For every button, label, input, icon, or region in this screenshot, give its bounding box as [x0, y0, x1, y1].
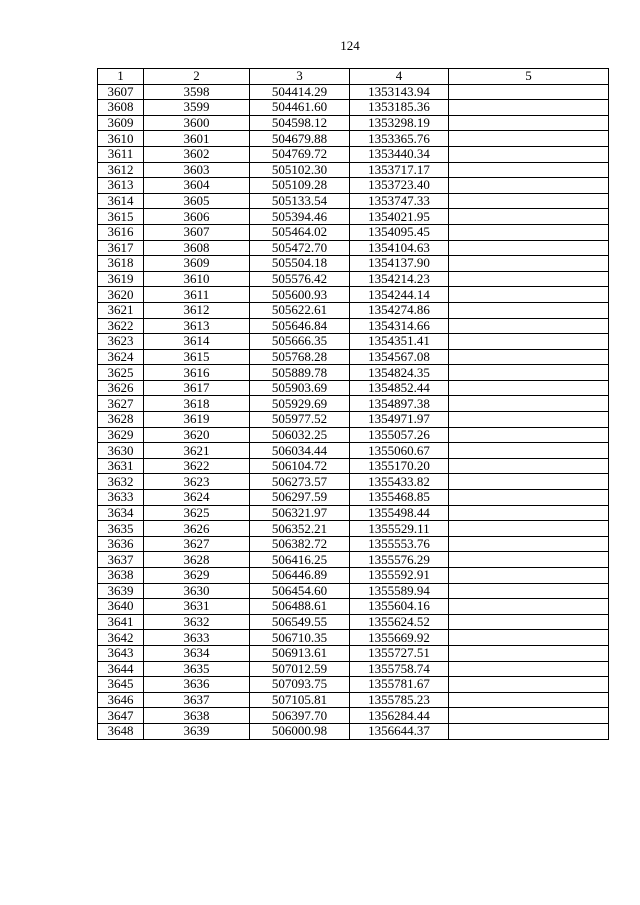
table-cell-col-4: 1354567.08 [350, 349, 449, 365]
table-row [98, 271, 609, 287]
table-cell-col-5 [449, 240, 609, 256]
table-cell-col-5 [449, 536, 609, 552]
table-row [98, 708, 609, 724]
table-cell-col-2: 3626 [144, 521, 250, 537]
table-cell-col-2: 3605 [144, 193, 250, 209]
table-row [98, 412, 609, 428]
table-cell-col-1: 3644 [98, 661, 144, 677]
table-cell-col-2: 3623 [144, 474, 250, 490]
table-cell-col-5 [449, 131, 609, 147]
table-cell-col-3: 506454.60 [250, 583, 350, 599]
table-cell-col-3: 506273.57 [250, 474, 350, 490]
table-cell-col-5 [449, 271, 609, 287]
table-cell-col-2: 3598 [144, 84, 250, 100]
table-row [98, 256, 609, 272]
table-cell-col-4: 1353723.40 [350, 178, 449, 194]
table-cell-col-2: 3635 [144, 661, 250, 677]
table-cell-col-2: 3624 [144, 490, 250, 506]
table-row [98, 365, 609, 381]
table-cell-col-5 [449, 115, 609, 131]
table-cell-col-2: 3611 [144, 287, 250, 303]
table-cell-col-4: 1354244.14 [350, 287, 449, 303]
table-cell-col-2: 3631 [144, 599, 250, 615]
table-cell-col-2: 3633 [144, 630, 250, 646]
table-cell-col-4: 1355589.94 [350, 583, 449, 599]
table-cell-col-2: 3634 [144, 645, 250, 661]
table-row [98, 552, 609, 568]
table-cell-col-2: 3620 [144, 427, 250, 443]
table-cell-col-3: 505977.52 [250, 412, 350, 428]
table-cell-col-5 [449, 209, 609, 225]
table-row [98, 84, 609, 100]
table-cell-col-3: 505600.93 [250, 287, 350, 303]
table-cell-col-1: 3643 [98, 645, 144, 661]
table-row [98, 443, 609, 459]
table-cell-col-4: 1356644.37 [350, 723, 449, 739]
table-row [98, 536, 609, 552]
table-cell-col-1: 3636 [98, 536, 144, 552]
table-cell-col-2: 3629 [144, 568, 250, 584]
table-cell-col-2: 3613 [144, 318, 250, 334]
table-cell-col-4: 1355468.85 [350, 490, 449, 506]
table-cell-col-3: 506549.55 [250, 614, 350, 630]
table-cell-col-1: 3642 [98, 630, 144, 646]
table-cell-col-5 [449, 458, 609, 474]
table-cell-col-4: 1354971.97 [350, 412, 449, 428]
table-row [98, 599, 609, 615]
table-row [98, 115, 609, 131]
table-cell-col-4: 1355057.26 [350, 427, 449, 443]
table-cell-col-3: 504461.60 [250, 100, 350, 116]
table-row [98, 474, 609, 490]
table-cell-col-3: 506416.25 [250, 552, 350, 568]
table-cell-col-3: 506397.70 [250, 708, 350, 724]
table-cell-col-5 [449, 365, 609, 381]
table-cell-col-5 [449, 302, 609, 318]
table-cell-col-1: 3615 [98, 209, 144, 225]
table-cell-col-5 [449, 630, 609, 646]
table-body [98, 84, 609, 739]
table-cell-col-4: 1355498.44 [350, 505, 449, 521]
table-cell-col-4: 1354095.45 [350, 224, 449, 240]
table-cell-col-4: 1353185.36 [350, 100, 449, 116]
table-row [98, 692, 609, 708]
table-cell-col-4: 1354021.95 [350, 209, 449, 225]
table-cell-col-4: 1355553.76 [350, 536, 449, 552]
table-header-row [98, 69, 609, 85]
table-cell-col-5 [449, 412, 609, 428]
table-cell-col-1: 3610 [98, 131, 144, 147]
table-cell-col-2: 3612 [144, 302, 250, 318]
table-cell-col-2: 3632 [144, 614, 250, 630]
table-cell-col-1: 3630 [98, 443, 144, 459]
table-cell-col-3: 504769.72 [250, 146, 350, 162]
table-cell-col-1: 3632 [98, 474, 144, 490]
table-cell-col-4: 1355060.67 [350, 443, 449, 459]
table-cell-col-5 [449, 521, 609, 537]
table-row [98, 334, 609, 350]
table-cell-col-4: 1354897.38 [350, 396, 449, 412]
table-cell-col-4: 1353365.76 [350, 131, 449, 147]
table-cell-col-1: 3620 [98, 287, 144, 303]
table-cell-col-5 [449, 287, 609, 303]
table-row [98, 583, 609, 599]
table-cell-col-5 [449, 599, 609, 615]
table-cell-col-1: 3638 [98, 568, 144, 584]
column-header-4: 4 [350, 69, 449, 85]
table-cell-col-4: 1354824.35 [350, 365, 449, 381]
table-row [98, 100, 609, 116]
table-row [98, 723, 609, 739]
table-row [98, 458, 609, 474]
table-row [98, 521, 609, 537]
table-cell-col-3: 505889.78 [250, 365, 350, 381]
column-header-5: 5 [449, 69, 609, 85]
table-cell-col-4: 1355781.67 [350, 677, 449, 693]
table-cell-col-5 [449, 474, 609, 490]
table-cell-col-1: 3637 [98, 552, 144, 568]
table-cell-col-4: 1353298.19 [350, 115, 449, 131]
table-cell-col-5 [449, 193, 609, 209]
table-cell-col-1: 3616 [98, 224, 144, 240]
table-cell-col-1: 3634 [98, 505, 144, 521]
column-header-1: 1 [98, 69, 144, 85]
table-cell-col-2: 3630 [144, 583, 250, 599]
coordinate-table [97, 68, 609, 740]
table-cell-col-1: 3631 [98, 458, 144, 474]
table-cell-col-1: 3622 [98, 318, 144, 334]
table-row [98, 209, 609, 225]
table-cell-col-5 [449, 380, 609, 396]
table-cell-col-1: 3618 [98, 256, 144, 272]
table-cell-col-5 [449, 568, 609, 584]
table-cell-col-1: 3629 [98, 427, 144, 443]
table-row [98, 146, 609, 162]
table-cell-col-5 [449, 162, 609, 178]
table-cell-col-2: 3602 [144, 146, 250, 162]
table-cell-col-4: 1353747.33 [350, 193, 449, 209]
table-cell-col-5 [449, 692, 609, 708]
table-cell-col-5 [449, 224, 609, 240]
column-header-2: 2 [144, 69, 250, 85]
table-cell-col-1: 3639 [98, 583, 144, 599]
table-cell-col-1: 3613 [98, 178, 144, 194]
table-row [98, 224, 609, 240]
table-cell-col-3: 504598.12 [250, 115, 350, 131]
table-cell-col-4: 1353143.94 [350, 84, 449, 100]
table-cell-col-3: 505133.54 [250, 193, 350, 209]
table-cell-col-4: 1353440.34 [350, 146, 449, 162]
table-cell-col-5 [449, 583, 609, 599]
table-cell-col-2: 3639 [144, 723, 250, 739]
table-cell-col-3: 505646.84 [250, 318, 350, 334]
table-cell-col-5 [449, 490, 609, 506]
table-cell-col-1: 3623 [98, 334, 144, 350]
table-row [98, 614, 609, 630]
table-cell-col-3: 506297.59 [250, 490, 350, 506]
table-cell-col-2: 3617 [144, 380, 250, 396]
column-header-3: 3 [250, 69, 350, 85]
table-cell-col-3: 505472.70 [250, 240, 350, 256]
table-cell-col-4: 1354137.90 [350, 256, 449, 272]
table-cell-col-4: 1355758.74 [350, 661, 449, 677]
table-row [98, 162, 609, 178]
table-cell-col-1: 3633 [98, 490, 144, 506]
table-row [98, 630, 609, 646]
table-cell-col-5 [449, 645, 609, 661]
table-cell-col-5 [449, 661, 609, 677]
table-cell-col-3: 505102.30 [250, 162, 350, 178]
table-row [98, 193, 609, 209]
table-cell-col-2: 3627 [144, 536, 250, 552]
table-cell-col-3: 506034.44 [250, 443, 350, 459]
table-cell-col-4: 1354852.44 [350, 380, 449, 396]
table-cell-col-2: 3616 [144, 365, 250, 381]
table-cell-col-4: 1355576.29 [350, 552, 449, 568]
table-cell-col-5 [449, 100, 609, 116]
table-cell-col-5 [449, 84, 609, 100]
table-cell-col-3: 506352.21 [250, 521, 350, 537]
table-cell-col-2: 3610 [144, 271, 250, 287]
table-cell-col-3: 506913.61 [250, 645, 350, 661]
table-cell-col-2: 3637 [144, 692, 250, 708]
table-cell-col-3: 505464.02 [250, 224, 350, 240]
table-cell-col-5 [449, 334, 609, 350]
table-cell-col-2: 3636 [144, 677, 250, 693]
table-cell-col-4: 1355529.11 [350, 521, 449, 537]
table-cell-col-1: 3608 [98, 100, 144, 116]
table-cell-col-4: 1355727.51 [350, 645, 449, 661]
table-row [98, 505, 609, 521]
table-row [98, 661, 609, 677]
table-cell-col-3: 506710.35 [250, 630, 350, 646]
table-row [98, 427, 609, 443]
table-cell-col-1: 3614 [98, 193, 144, 209]
table-cell-col-3: 505929.69 [250, 396, 350, 412]
table-cell-col-4: 1354351.41 [350, 334, 449, 350]
table-cell-col-1: 3621 [98, 302, 144, 318]
table-cell-col-1: 3607 [98, 84, 144, 100]
table-cell-col-3: 505504.18 [250, 256, 350, 272]
table-cell-col-3: 505109.28 [250, 178, 350, 194]
table-cell-col-4: 1355592.91 [350, 568, 449, 584]
table-cell-col-3: 505903.69 [250, 380, 350, 396]
table-cell-col-3: 506104.72 [250, 458, 350, 474]
table-cell-col-2: 3638 [144, 708, 250, 724]
table-cell-col-1: 3625 [98, 365, 144, 381]
table-row [98, 396, 609, 412]
table-cell-col-2: 3601 [144, 131, 250, 147]
table-cell-col-5 [449, 427, 609, 443]
table-cell-col-5 [449, 349, 609, 365]
table-cell-col-2: 3628 [144, 552, 250, 568]
table-cell-col-5 [449, 443, 609, 459]
table-cell-col-5 [449, 256, 609, 272]
table-cell-col-3: 504679.88 [250, 131, 350, 147]
table-cell-col-5 [449, 318, 609, 334]
table-cell-col-4: 1355785.23 [350, 692, 449, 708]
table-cell-col-4: 1354104.63 [350, 240, 449, 256]
table-cell-col-2: 3614 [144, 334, 250, 350]
table-cell-col-1: 3647 [98, 708, 144, 724]
table-cell-col-4: 1355669.92 [350, 630, 449, 646]
table-cell-col-3: 505622.61 [250, 302, 350, 318]
table-cell-col-5 [449, 614, 609, 630]
table-cell-col-2: 3604 [144, 178, 250, 194]
table-cell-col-1: 3635 [98, 521, 144, 537]
table-cell-col-4: 1355433.82 [350, 474, 449, 490]
table-cell-col-1: 3609 [98, 115, 144, 131]
table-row [98, 490, 609, 506]
table-cell-col-3: 506488.61 [250, 599, 350, 615]
table-cell-col-1: 3612 [98, 162, 144, 178]
table-cell-col-4: 1355624.52 [350, 614, 449, 630]
table-cell-col-1: 3645 [98, 677, 144, 693]
table-cell-col-1: 3617 [98, 240, 144, 256]
page-number: 124 [340, 38, 360, 53]
table-cell-col-3: 505666.35 [250, 334, 350, 350]
table-cell-col-2: 3603 [144, 162, 250, 178]
table-cell-col-3: 506446.89 [250, 568, 350, 584]
table-cell-col-5 [449, 723, 609, 739]
table-cell-col-3: 506382.72 [250, 536, 350, 552]
table-cell-col-4: 1353717.17 [350, 162, 449, 178]
table-row [98, 380, 609, 396]
table-cell-col-3: 507105.81 [250, 692, 350, 708]
table-cell-col-2: 3615 [144, 349, 250, 365]
table-cell-col-5 [449, 552, 609, 568]
table-cell-col-4: 1356284.44 [350, 708, 449, 724]
table-cell-col-3: 506000.98 [250, 723, 350, 739]
table-cell-col-1: 3626 [98, 380, 144, 396]
table-row [98, 131, 609, 147]
table-row [98, 178, 609, 194]
table-cell-col-5 [449, 708, 609, 724]
table-cell-col-2: 3607 [144, 224, 250, 240]
table-cell-col-4: 1354214.23 [350, 271, 449, 287]
table-cell-col-2: 3619 [144, 412, 250, 428]
table-cell-col-1: 3627 [98, 396, 144, 412]
table-cell-col-5 [449, 505, 609, 521]
table-cell-col-5 [449, 146, 609, 162]
table-cell-col-3: 507093.75 [250, 677, 350, 693]
table-cell-col-2: 3600 [144, 115, 250, 131]
table-cell-col-3: 505394.46 [250, 209, 350, 225]
table-cell-col-2: 3599 [144, 100, 250, 116]
table-cell-col-1: 3624 [98, 349, 144, 365]
table-cell-col-2: 3622 [144, 458, 250, 474]
table-cell-col-5 [449, 396, 609, 412]
table-cell-col-4: 1355170.20 [350, 458, 449, 474]
table-row [98, 645, 609, 661]
table-cell-col-3: 505768.28 [250, 349, 350, 365]
table-cell-col-3: 507012.59 [250, 661, 350, 677]
table-cell-col-1: 3648 [98, 723, 144, 739]
table-cell-col-5 [449, 178, 609, 194]
table-row [98, 240, 609, 256]
table-cell-col-3: 506032.25 [250, 427, 350, 443]
table-cell-col-4: 1354274.86 [350, 302, 449, 318]
table-cell-col-1: 3628 [98, 412, 144, 428]
table-row [98, 287, 609, 303]
table-row [98, 318, 609, 334]
table-cell-col-5 [449, 677, 609, 693]
table-cell-col-3: 506321.97 [250, 505, 350, 521]
table-cell-col-2: 3621 [144, 443, 250, 459]
table-cell-col-4: 1355604.16 [350, 599, 449, 615]
table-cell-col-4: 1354314.66 [350, 318, 449, 334]
table-cell-col-1: 3641 [98, 614, 144, 630]
table-cell-col-2: 3625 [144, 505, 250, 521]
table-cell-col-2: 3609 [144, 256, 250, 272]
table-cell-col-2: 3608 [144, 240, 250, 256]
table-row [98, 302, 609, 318]
table-cell-col-3: 504414.29 [250, 84, 350, 100]
table-row [98, 677, 609, 693]
table-cell-col-3: 505576.42 [250, 271, 350, 287]
table-cell-col-1: 3611 [98, 146, 144, 162]
table-cell-col-1: 3619 [98, 271, 144, 287]
table-cell-col-2: 3606 [144, 209, 250, 225]
table-cell-col-1: 3646 [98, 692, 144, 708]
table-row [98, 349, 609, 365]
table-cell-col-1: 3640 [98, 599, 144, 615]
table-row [98, 568, 609, 584]
table-cell-col-2: 3618 [144, 396, 250, 412]
